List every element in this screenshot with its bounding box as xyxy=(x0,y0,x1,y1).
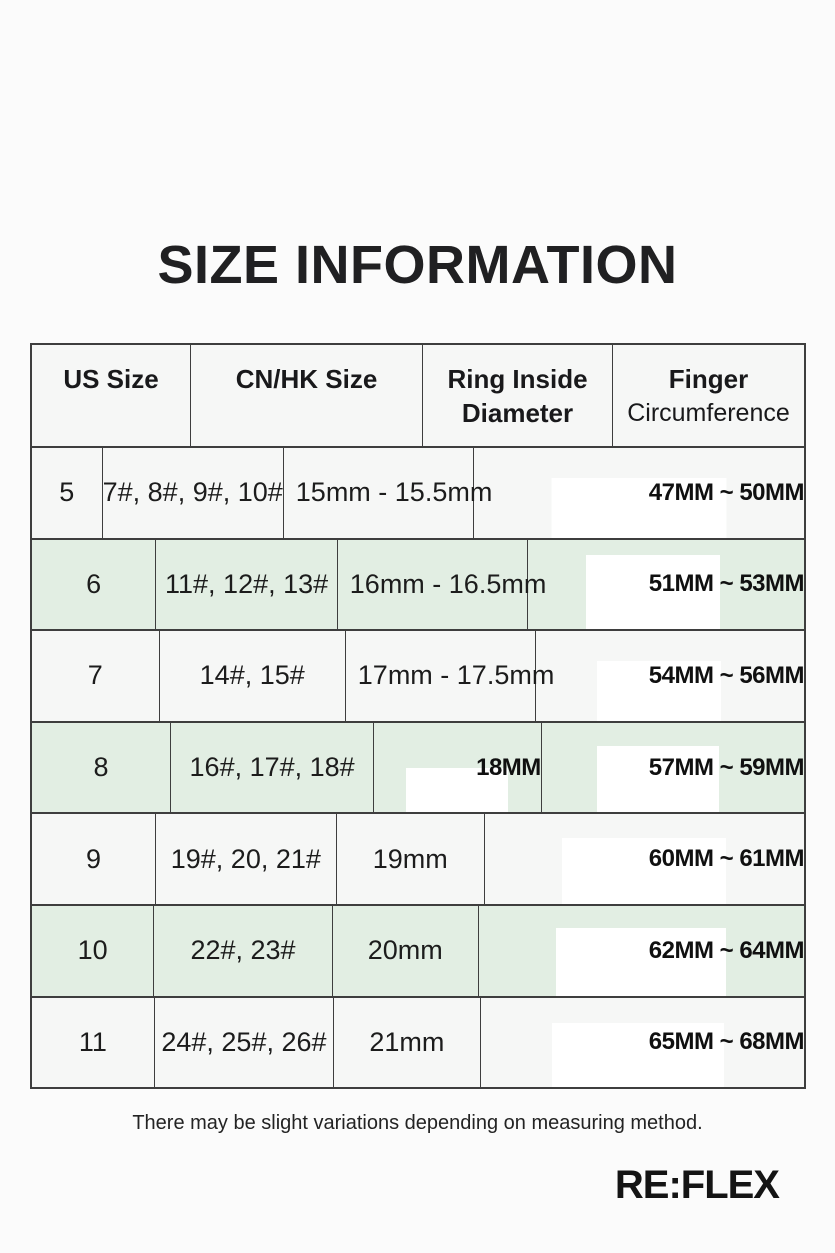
table-row-size-11 xyxy=(32,996,804,1088)
table-row-size-10 xyxy=(32,904,804,996)
cnhk-size-value: 24#, 25#, 26# xyxy=(161,1026,327,1057)
us-size-value: 5 xyxy=(59,477,75,508)
us-size-cell xyxy=(32,814,155,904)
header-ring-inside-diameter xyxy=(422,345,612,446)
size-table xyxy=(30,343,806,1089)
circumference-cell xyxy=(535,631,804,721)
us-size-value: 8 xyxy=(93,752,109,783)
circumference-cell xyxy=(480,998,804,1088)
diameter-value: 18MM xyxy=(476,753,541,781)
cnhk-size-value: 22#, 23# xyxy=(190,935,296,966)
circumference-cell xyxy=(478,906,804,996)
diameter-cell xyxy=(337,540,547,630)
us-size-value: 9 xyxy=(85,843,101,874)
diameter-cell xyxy=(333,998,480,1088)
us-size-value: 6 xyxy=(86,568,102,599)
diameter-value: 17mm - 17.5mm xyxy=(357,660,555,691)
table-row-size-6 xyxy=(32,538,804,630)
header-label: CN/HK Size xyxy=(235,364,378,394)
circumference-cell xyxy=(484,814,804,904)
circumference-value: 54MM ~ 56MM xyxy=(648,661,804,689)
table-header-row xyxy=(32,345,804,446)
brand-logo: RE:FLEX xyxy=(614,1163,779,1207)
us-size-cell xyxy=(32,448,102,538)
circumference-cell xyxy=(541,723,804,813)
page-title: SIZE INFORMATION xyxy=(157,235,678,295)
cnhk-size-cell xyxy=(154,998,333,1088)
cnhk-size-cell xyxy=(102,448,283,538)
header-cnhk-size xyxy=(190,345,422,446)
circumference-value: 62MM ~ 64MM xyxy=(648,936,804,964)
header-label: Diameter xyxy=(461,398,574,428)
cnhk-size-value: 14#, 15# xyxy=(199,660,305,691)
cnhk-size-value: 11#, 12#, 13# xyxy=(165,568,329,599)
diameter-value: 16mm - 16.5mm xyxy=(349,568,547,599)
us-size-cell xyxy=(32,631,159,721)
circumference-value: 47MM ~ 50MM xyxy=(648,478,804,506)
header-label: Finger xyxy=(668,364,749,394)
diameter-cell xyxy=(345,631,555,721)
cnhk-size-cell xyxy=(155,814,336,904)
header-label: Ring Inside xyxy=(447,364,588,394)
cnhk-size-cell xyxy=(170,723,373,813)
table-row-size-9 xyxy=(32,812,804,904)
cnhk-size-value: 16#, 17#, 18# xyxy=(189,752,355,783)
circumference-value: 57MM ~ 59MM xyxy=(648,753,804,781)
circumference-value: 65MM ~ 68MM xyxy=(648,1028,804,1056)
header-label: Circumference xyxy=(627,399,790,427)
diameter-value: 21mm xyxy=(369,1026,445,1057)
diameter-cell xyxy=(336,814,484,904)
cnhk-size-cell xyxy=(153,906,331,996)
circumference-value: 60MM ~ 61MM xyxy=(648,845,804,873)
us-size-cell xyxy=(32,723,170,813)
diameter-cell xyxy=(373,723,541,813)
header-label: US Size xyxy=(63,364,159,394)
diameter-value: 15mm - 15.5mm xyxy=(295,477,493,508)
us-size-cell xyxy=(32,998,154,1088)
us-size-cell xyxy=(32,540,155,630)
header-finger-circumference xyxy=(612,345,804,446)
diameter-value: 19mm xyxy=(372,843,448,874)
us-size-value: 7 xyxy=(87,660,103,691)
table-row-size-5 xyxy=(32,446,804,538)
cnhk-size-value: 19#, 20, 21# xyxy=(170,843,321,874)
us-size-value: 11 xyxy=(78,1026,107,1057)
table-row-size-8 xyxy=(32,721,804,813)
table-row-size-7 xyxy=(32,629,804,721)
cnhk-size-cell xyxy=(159,631,345,721)
cnhk-size-value: 7#, 8#, 9#, 10# xyxy=(102,477,283,508)
us-size-value: 10 xyxy=(77,935,108,966)
us-size-cell xyxy=(32,906,153,996)
circumference-cell xyxy=(527,540,804,630)
diameter-value: 20mm xyxy=(367,935,443,966)
header-us-size xyxy=(32,345,190,446)
footnote: There may be slight variations depending on measuring method. xyxy=(132,1112,703,1134)
circumference-value: 51MM ~ 53MM xyxy=(648,570,804,598)
diameter-cell xyxy=(332,906,478,996)
cnhk-size-cell xyxy=(155,540,336,630)
circumference-cell xyxy=(473,448,804,538)
diameter-cell xyxy=(283,448,493,538)
